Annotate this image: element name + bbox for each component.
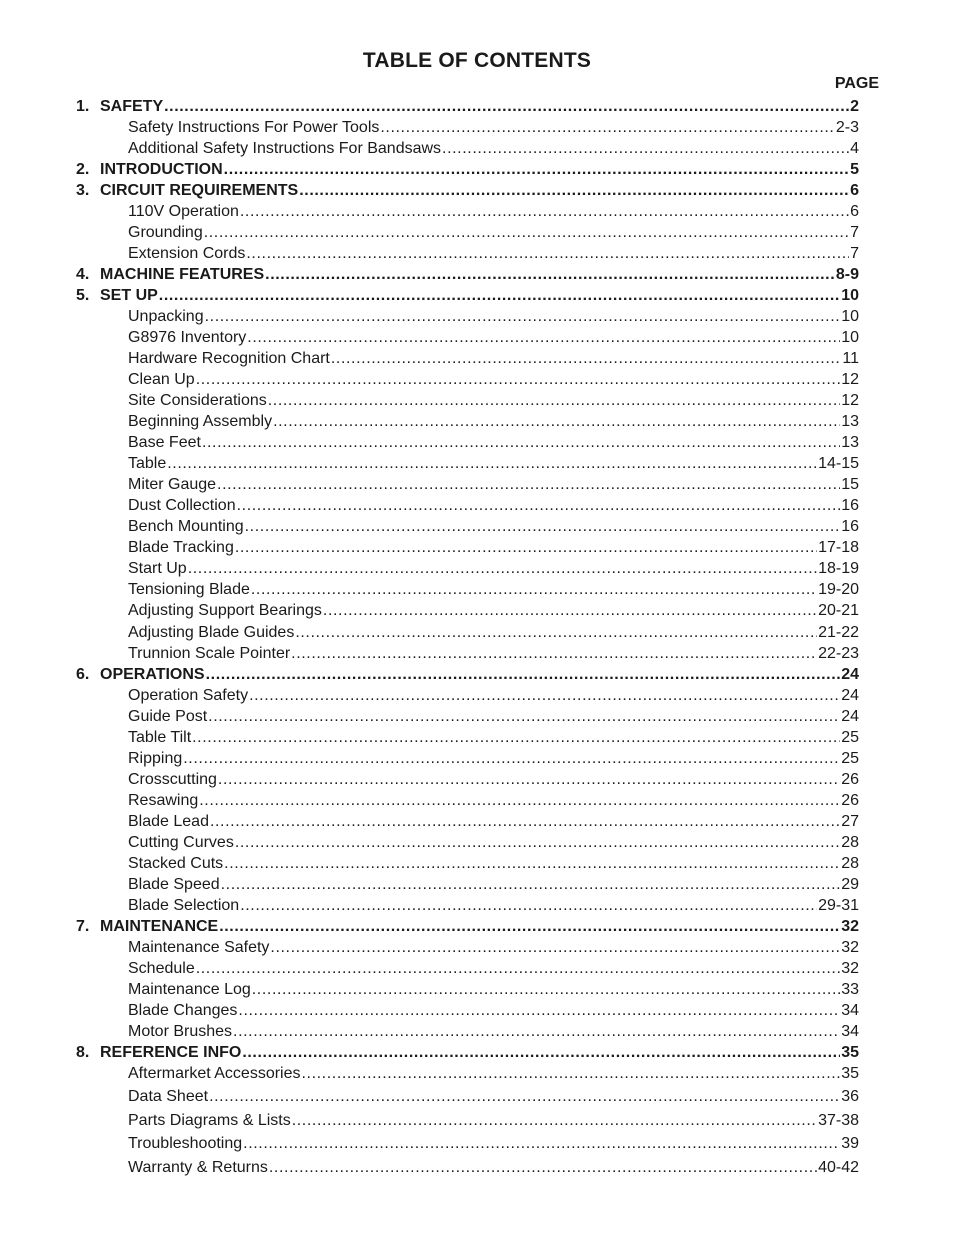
toc-section-safety[interactable]: [0, 95, 954, 116]
page-number: 2: [850, 98, 859, 115]
toc-entry-stacked-cuts[interactable]: [0, 852, 954, 873]
toc-section-introduction[interactable]: [0, 158, 954, 179]
dot-leader: [235, 834, 840, 852]
entry-label: Operation Safety: [128, 686, 249, 704]
toc-entry-bench-mounting[interactable]: [0, 515, 954, 536]
entry-label: G8976 Inventory: [128, 329, 247, 347]
entry-label: 110V Operation: [128, 203, 239, 221]
toc-entry-extension-cords[interactable]: [0, 242, 954, 263]
page-number: 21-22: [818, 623, 859, 641]
toc-entry-beginning-assembly[interactable]: [0, 410, 954, 431]
page-number: 18-19: [818, 560, 859, 578]
page-number: 29-31: [818, 896, 859, 914]
page-number: 33: [841, 980, 859, 998]
toc-entry-base-feet[interactable]: [0, 431, 954, 452]
dot-leader: [208, 708, 840, 726]
dot-leader: [159, 287, 840, 305]
toc-entry-guide-post[interactable]: [0, 705, 954, 726]
dot-leader: [380, 119, 835, 137]
dot-leader: [243, 1135, 840, 1153]
dot-leader: [323, 602, 817, 620]
dot-leader: [164, 98, 849, 116]
section-number: 4.: [76, 266, 90, 284]
page-title: TABLE OF CONTENTS: [362, 49, 592, 72]
page-number: 13: [841, 413, 859, 431]
dot-leader: [224, 855, 840, 873]
page-number: 2-3: [835, 119, 859, 137]
toc-entry-data-sheet[interactable]: [0, 1085, 954, 1106]
page-column-header: PAGE: [834, 75, 879, 92]
entry-label: Parts Diagrams & Lists: [128, 1111, 291, 1129]
page-number: 36: [841, 1088, 859, 1106]
page-number: 39: [841, 1135, 859, 1153]
toc-entry-blade-tracking[interactable]: [0, 536, 954, 557]
dot-leader: [167, 455, 817, 473]
dot-leader: [188, 560, 817, 578]
dot-leader: [221, 876, 841, 894]
entry-label: Additional Safety Instructions For Bandsaws: [128, 140, 442, 158]
entry-label: CIRCUIT REQUIREMENTS: [100, 182, 299, 200]
entry-label: Cutting Curves: [128, 833, 234, 851]
dot-leader: [292, 1112, 817, 1130]
page-number: 7: [850, 224, 859, 242]
page-number: 27: [841, 812, 859, 830]
toc-entry-unpacking[interactable]: [0, 305, 954, 326]
dot-leader: [204, 224, 849, 242]
entry-label: Table: [128, 455, 167, 473]
page-number: 29: [841, 875, 859, 893]
page-number: 26: [841, 770, 859, 788]
dot-leader: [183, 750, 840, 768]
section-number: 7.: [76, 917, 90, 935]
toc-entry-parts-diagrams-and-lists[interactable]: [0, 1109, 954, 1130]
toc-entry-g8976-inventory[interactable]: [0, 326, 954, 347]
toc-entry-blade-selection[interactable]: [0, 894, 954, 915]
page-number: 10: [841, 287, 859, 305]
dot-leader: [218, 771, 840, 789]
toc-section-machine-features[interactable]: [0, 263, 954, 284]
dot-leader: [246, 245, 849, 263]
dot-leader: [249, 687, 840, 705]
page-number: 16: [841, 497, 859, 515]
entry-label: Base Feet: [128, 434, 201, 452]
dot-leader: [224, 161, 849, 179]
toc-entry-schedule[interactable]: [0, 957, 954, 978]
toc-entry-trunnion-scale-pointer[interactable]: [0, 642, 954, 663]
page-number: 6: [850, 182, 859, 200]
entry-label: SAFETY: [100, 98, 164, 115]
toc-entry-crosscutting[interactable]: [0, 768, 954, 789]
page-number: 13: [841, 434, 859, 452]
page-number: 10: [841, 329, 859, 347]
entry-label: Warranty & Returns: [128, 1158, 268, 1176]
entry-label: INTRODUCTION: [100, 161, 223, 179]
page-number: 32: [841, 917, 859, 935]
dot-leader: [247, 329, 840, 347]
entry-label: Extension Cords: [128, 245, 246, 263]
toc-entry-site-considerations[interactable]: [0, 389, 954, 410]
page-number: 4: [850, 140, 859, 158]
entry-label: MACHINE FEATURES: [100, 266, 265, 284]
toc-entry-cutting-curves[interactable]: [0, 831, 954, 852]
entry-label: SET UP: [100, 287, 158, 305]
dot-leader: [209, 1088, 840, 1106]
toc-entry-dust-collection[interactable]: [0, 494, 954, 515]
dot-leader: [268, 392, 840, 410]
page-number: 17-18: [818, 539, 859, 557]
page-number: 12: [841, 392, 859, 410]
page-number: 25: [841, 749, 859, 767]
section-number: 6.: [76, 665, 90, 683]
dot-leader: [206, 666, 841, 684]
toc-entry-maintenance-log[interactable]: [0, 978, 954, 999]
section-number: 8.: [76, 1043, 90, 1061]
dot-leader: [235, 539, 817, 557]
entry-label: Stacked Cuts: [128, 854, 224, 872]
entry-label: Bench Mounting: [128, 518, 244, 536]
section-number: 2.: [76, 161, 90, 179]
entry-label: OPERATIONS: [100, 665, 205, 683]
toc-entry-adjusting-support-bearings[interactable]: [0, 599, 954, 620]
page-number: 15: [841, 476, 859, 494]
entry-label: Blade Changes: [128, 1001, 238, 1019]
page-number: 10: [841, 308, 859, 326]
toc-entry-miter-gauge[interactable]: [0, 473, 954, 494]
dot-leader: [442, 140, 849, 158]
entry-label: Safety Instructions For Power Tools: [128, 119, 380, 137]
toc-entry-clean-up[interactable]: [0, 368, 954, 389]
page-number: 8-9: [835, 266, 859, 284]
dot-leader: [273, 413, 840, 431]
dot-leader: [199, 792, 840, 810]
dot-leader: [331, 350, 842, 368]
toc-section-reference-info[interactable]: [0, 1041, 954, 1062]
toc-entry-blade-lead[interactable]: [0, 810, 954, 831]
entry-label: Guide Post: [128, 707, 208, 725]
entry-label: Clean Up: [128, 371, 195, 389]
dot-leader: [192, 729, 840, 747]
entry-label: Blade Speed: [128, 875, 220, 893]
entry-label: Table Tilt: [128, 728, 192, 746]
toc-entry-blade-changes[interactable]: [0, 999, 954, 1020]
dot-leader: [233, 1023, 840, 1041]
dot-leader: [252, 981, 840, 999]
entry-label: Adjusting Blade Guides: [128, 623, 295, 641]
entry-label: Ripping: [128, 749, 183, 767]
toc-entry-tensioning-blade[interactable]: [0, 578, 954, 599]
entry-label: Dust Collection: [128, 497, 236, 515]
entry-label: Resawing: [128, 791, 199, 809]
page-number: 5: [850, 161, 859, 179]
page-number: 6: [850, 203, 859, 221]
entry-label: Maintenance Log: [128, 980, 251, 998]
dot-leader: [242, 1044, 840, 1062]
toc-entry-safety-instructions-for-power-tools[interactable]: [0, 116, 954, 137]
page-number: 35: [841, 1064, 859, 1082]
dot-leader: [238, 1002, 840, 1020]
dot-leader: [219, 918, 840, 936]
entry-label: Tensioning Blade: [128, 581, 250, 599]
section-number: 5.: [76, 287, 90, 305]
page-number: 32: [841, 938, 859, 956]
page-number: 24: [841, 686, 859, 704]
dot-leader: [196, 960, 840, 978]
dot-leader: [217, 476, 840, 494]
entry-label: Crosscutting: [128, 770, 217, 788]
toc-entry-troubleshooting[interactable]: [0, 1132, 954, 1153]
dot-leader: [202, 434, 840, 452]
page-number: 16: [841, 518, 859, 536]
toc-section-maintenance[interactable]: [0, 915, 954, 936]
entry-label: Unpacking: [128, 308, 204, 326]
entry-label: Maintenance Safety: [128, 938, 270, 956]
toc-section-set-up[interactable]: [0, 284, 954, 305]
dot-leader: [196, 371, 841, 389]
toc-entry-aftermarket-accessories[interactable]: [0, 1062, 954, 1083]
dot-leader: [237, 497, 841, 515]
toc-entry-ripping[interactable]: [0, 747, 954, 768]
page-number: 37-38: [818, 1111, 859, 1129]
dot-leader: [251, 581, 817, 599]
toc-entry-motor-brushes[interactable]: [0, 1020, 954, 1041]
page-number: 28: [841, 833, 859, 851]
entry-label: Blade Selection: [128, 896, 240, 914]
toc-entry-hardware-recognition-chart[interactable]: [0, 347, 954, 368]
page-number: 28: [841, 854, 859, 872]
entry-label: Start Up: [128, 560, 187, 578]
toc-entry-grounding[interactable]: [0, 221, 954, 242]
entry-label: Blade Tracking: [128, 539, 234, 557]
entry-label: Aftermarket Accessories: [128, 1064, 301, 1082]
entry-label: Grounding: [128, 224, 203, 242]
dot-leader: [295, 624, 817, 642]
section-number: 1.: [76, 98, 90, 115]
entry-label: Motor Brushes: [128, 1022, 233, 1040]
entry-label: Miter Gauge: [128, 476, 217, 494]
dot-leader: [302, 1065, 841, 1083]
page-number: 14-15: [818, 455, 859, 473]
toc-section-operations[interactable]: [0, 663, 954, 684]
entry-label: Beginning Assembly: [128, 413, 273, 431]
page-number: 7: [850, 245, 859, 263]
toc-entry-additional-safety-instructions-for-bandsaws[interactable]: [0, 137, 954, 158]
page-number: 26: [841, 791, 859, 809]
dot-leader: [291, 645, 817, 663]
entry-label: Trunnion Scale Pointer: [128, 644, 291, 662]
page-number: 24: [841, 707, 859, 725]
page-number: 35: [841, 1043, 859, 1061]
dot-leader: [265, 266, 835, 284]
page-number: 19-20: [818, 581, 859, 599]
page-number: 11: [842, 350, 859, 368]
entry-label: Schedule: [128, 959, 195, 977]
page-number: 22-23: [818, 644, 859, 662]
toc-entry-warranty-and-returns[interactable]: [0, 1156, 954, 1177]
entry-label: MAINTENANCE: [100, 917, 219, 935]
toc-entry-110v-operation[interactable]: [0, 200, 954, 221]
entry-label: Site Considerations: [128, 392, 267, 410]
toc-entry-blade-speed[interactable]: [0, 873, 954, 894]
dot-leader: [205, 308, 841, 326]
dot-leader: [240, 897, 817, 915]
page-number: 40-42: [818, 1158, 859, 1176]
entry-label: REFERENCE INFO: [100, 1043, 242, 1061]
dot-leader: [299, 182, 849, 200]
toc-entry-adjusting-blade-guides[interactable]: [0, 621, 954, 642]
dot-leader: [245, 518, 841, 536]
page-number: 20-21: [818, 602, 859, 620]
entry-label: Adjusting Support Bearings: [128, 602, 322, 620]
dot-leader: [210, 813, 840, 831]
page-number: 34: [841, 1022, 859, 1040]
page-number: 32: [841, 959, 859, 977]
toc-entry-table-tilt[interactable]: [0, 726, 954, 747]
toc-entry-resawing[interactable]: [0, 789, 954, 810]
section-number: 3.: [76, 182, 90, 200]
toc-section-circuit-requirements[interactable]: [0, 179, 954, 200]
entry-label: Blade Lead: [128, 812, 209, 830]
dot-leader: [269, 1159, 817, 1177]
toc-entry-table[interactable]: [0, 452, 954, 473]
page-number: 24: [841, 665, 859, 683]
toc-entry-maintenance-safety[interactable]: [0, 936, 954, 957]
page-number: 34: [841, 1001, 859, 1019]
entry-label: Data Sheet: [128, 1088, 209, 1106]
toc-entry-operation-safety[interactable]: [0, 684, 954, 705]
page-number: 25: [841, 728, 859, 746]
entry-label: Troubleshooting: [128, 1135, 243, 1153]
dot-leader: [270, 939, 840, 957]
entry-label: Hardware Recognition Chart: [128, 350, 330, 368]
page-number: 12: [841, 371, 859, 389]
dot-leader: [240, 203, 849, 221]
toc-entry-start-up[interactable]: [0, 557, 954, 578]
